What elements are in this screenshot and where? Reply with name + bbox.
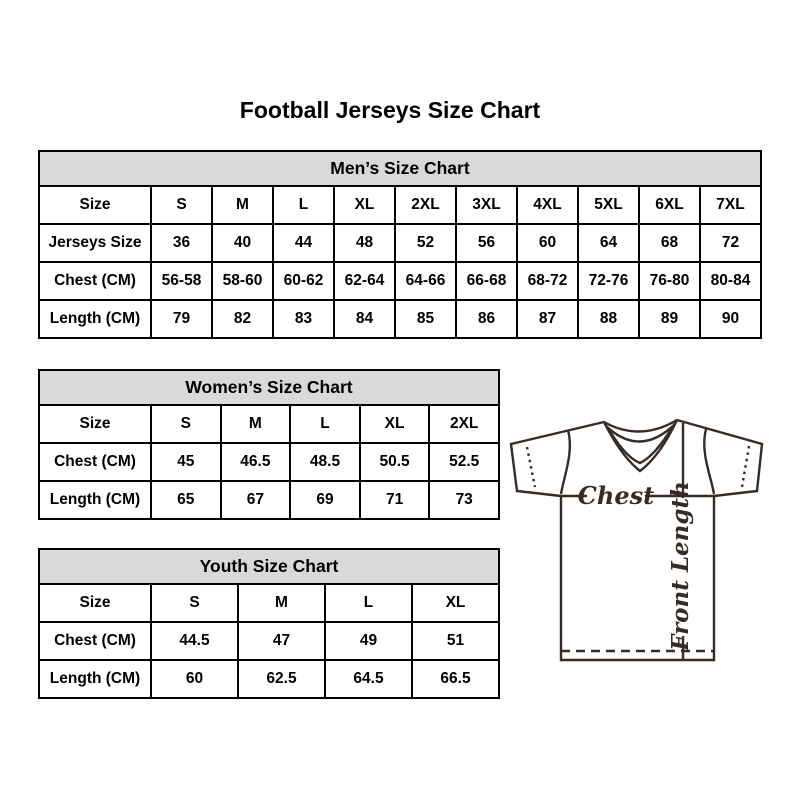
jersey-diagram [504, 414, 766, 664]
womens-size-chart-table [38, 369, 500, 520]
table-cell: M [212, 186, 273, 224]
table-row [39, 660, 499, 698]
table-cell: 66-68 [456, 262, 517, 300]
table-cell: 4XL [517, 186, 578, 224]
table-header-row [39, 549, 499, 584]
table-cell: 89 [639, 300, 700, 338]
table-cell: 65 [151, 481, 221, 519]
table-cell: 2XL [429, 405, 499, 443]
table-cell: 64 [578, 224, 639, 262]
table-cell: 45 [151, 443, 221, 481]
table-cell: 56-58 [151, 262, 212, 300]
youth-size-chart-table [38, 548, 500, 699]
table-cell: 69 [290, 481, 360, 519]
table-header-row [39, 370, 499, 405]
table-cell: 88 [578, 300, 639, 338]
row-label: Chest (CM) [39, 622, 151, 660]
table-cell: 76-80 [639, 262, 700, 300]
table-cell: L [325, 584, 412, 622]
table-row [39, 622, 499, 660]
row-label: Size [39, 584, 151, 622]
table-cell: 52 [395, 224, 456, 262]
table-cell: S [151, 584, 238, 622]
table-cell: 64.5 [325, 660, 412, 698]
table-cell: 48 [334, 224, 395, 262]
row-label: Size [39, 186, 151, 224]
table-cell: 58-60 [212, 262, 273, 300]
table-cell: M [221, 405, 291, 443]
table-cell: 62-64 [334, 262, 395, 300]
mens-size-chart-table [38, 150, 762, 339]
table-cell: 47 [238, 622, 325, 660]
table-cell: 44.5 [151, 622, 238, 660]
table-cell: 72 [700, 224, 761, 262]
table-cell: 71 [360, 481, 430, 519]
table-cell: 66.5 [412, 660, 499, 698]
row-label: Chest (CM) [39, 443, 151, 481]
table-cell: 62.5 [238, 660, 325, 698]
table-cell: 44 [273, 224, 334, 262]
chest-label: Chest [577, 481, 655, 510]
row-label: Chest (CM) [39, 262, 151, 300]
table-cell: 86 [456, 300, 517, 338]
table-cell: 84 [334, 300, 395, 338]
table-cell: 3XL [456, 186, 517, 224]
table-cell: 67 [221, 481, 291, 519]
row-label: Length (CM) [39, 481, 151, 519]
table-cell: 72-76 [578, 262, 639, 300]
table-header: Youth Size Chart [39, 549, 499, 584]
table-header-row [39, 151, 761, 186]
row-label: Length (CM) [39, 660, 151, 698]
table-header: Men’s Size Chart [39, 151, 761, 186]
table-cell: 7XL [700, 186, 761, 224]
table-cell: 85 [395, 300, 456, 338]
row-label: Size [39, 405, 151, 443]
table-cell: 64-66 [395, 262, 456, 300]
table-cell: 5XL [578, 186, 639, 224]
table-cell: M [238, 584, 325, 622]
table-cell: 60 [151, 660, 238, 698]
table-cell: S [151, 186, 212, 224]
table-row [39, 443, 499, 481]
table-cell: 52.5 [429, 443, 499, 481]
table-cell: 68-72 [517, 262, 578, 300]
table-cell: 79 [151, 300, 212, 338]
table-cell: 83 [273, 300, 334, 338]
table-row [39, 186, 761, 224]
table-cell: 49 [325, 622, 412, 660]
page-title: Football Jerseys Size Chart [239, 97, 541, 123]
table-cell: 2XL [395, 186, 456, 224]
table-cell: L [273, 186, 334, 224]
table-row [39, 262, 761, 300]
table-cell: 90 [700, 300, 761, 338]
table-cell: 36 [151, 224, 212, 262]
table-cell: 60-62 [273, 262, 334, 300]
table-cell: 56 [456, 224, 517, 262]
table-cell: 60 [517, 224, 578, 262]
table-header: Women’s Size Chart [39, 370, 499, 405]
row-label: Jerseys Size [39, 224, 151, 262]
table-cell: 51 [412, 622, 499, 660]
row-label: Length (CM) [39, 300, 151, 338]
jersey-outline [511, 420, 762, 660]
table-cell: 73 [429, 481, 499, 519]
table-cell: XL [334, 186, 395, 224]
front-length-label: Front Length [667, 481, 694, 651]
table-cell: XL [412, 584, 499, 622]
table-row [39, 300, 761, 338]
table-cell: 46.5 [221, 443, 291, 481]
table-cell: L [290, 405, 360, 443]
table-row [39, 584, 499, 622]
table-cell: XL [360, 405, 430, 443]
table-cell: 50.5 [360, 443, 430, 481]
table-row [39, 224, 761, 262]
table-cell: S [151, 405, 221, 443]
table-row [39, 405, 499, 443]
table-cell: 68 [639, 224, 700, 262]
table-cell: 80-84 [700, 262, 761, 300]
table-cell: 6XL [639, 186, 700, 224]
table-cell: 82 [212, 300, 273, 338]
table-cell: 48.5 [290, 443, 360, 481]
table-row [39, 481, 499, 519]
table-cell: 87 [517, 300, 578, 338]
table-cell: 40 [212, 224, 273, 262]
